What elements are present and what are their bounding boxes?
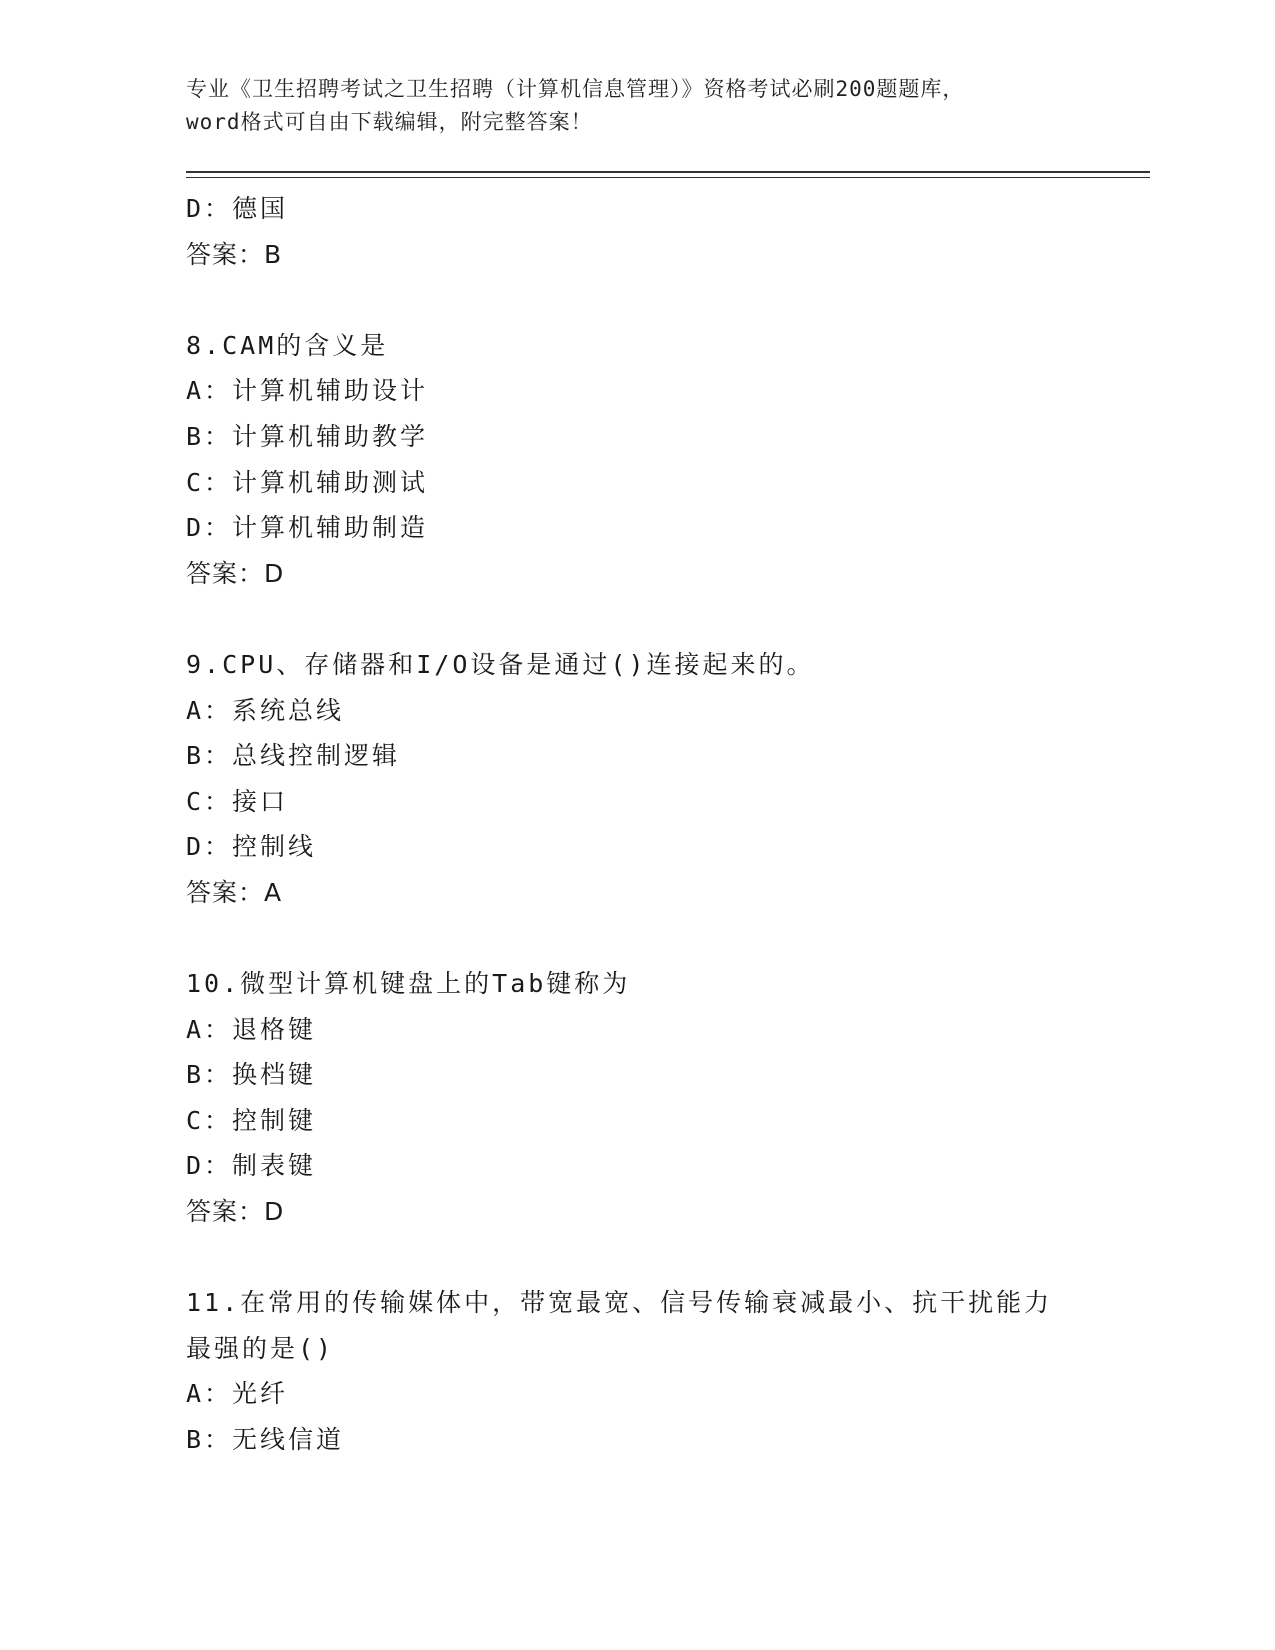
question-stem-line-1: 11.在常用的传输媒体中，带宽最宽、信号传输衰减最小、抗干扰能力	[186, 1288, 1053, 1318]
option-c: C：接口	[186, 786, 289, 816]
option-a: A：退格键	[186, 1014, 317, 1044]
header-divider-top	[186, 171, 1150, 173]
question-stem: 9.CPU、存储器和I/O设备是通过()连接起来的。	[186, 649, 815, 679]
answer-line: 答案：B	[186, 239, 283, 269]
header-divider-bottom	[186, 177, 1150, 178]
option-b: B：换档键	[186, 1060, 317, 1090]
answer-line: 答案：A	[186, 877, 283, 907]
question-list	[186, 186, 1086, 1463]
header-title-line-2: word格式可自由下载编辑，附完整答案！	[186, 110, 593, 134]
question-stem: 10.微型计算机键盘上的Tab键称为	[186, 969, 631, 999]
option-d: D：控制线	[186, 832, 317, 862]
option-d: D：计算机辅助制造	[186, 513, 429, 543]
option-b: B：总线控制逻辑	[186, 741, 401, 771]
question-stem-line-2: 最强的是()	[186, 1333, 335, 1363]
answer-line: 答案：D	[186, 558, 285, 588]
answer-line: 答案：D	[186, 1197, 285, 1227]
option-c: C：计算机辅助测试	[186, 467, 429, 497]
option-d: D：德国	[186, 194, 289, 223]
option-d: D：制表键	[186, 1151, 317, 1181]
option-a: A：计算机辅助设计	[186, 376, 429, 406]
option-b: B：无线信道	[186, 1425, 345, 1455]
question-9	[186, 642, 1086, 916]
option-a: A：系统总线	[186, 695, 345, 725]
previous-question-tail	[186, 186, 1086, 277]
question-8	[186, 323, 1086, 597]
option-a: A：光纤	[186, 1379, 289, 1409]
header-title-line-1: 专业《卫生招聘考试之卫生招聘（计算机信息管理）》资格考试必刷200题题库，	[186, 77, 965, 101]
question-11	[186, 1280, 1086, 1462]
document-header	[186, 73, 1086, 139]
option-b: B：计算机辅助教学	[186, 421, 429, 451]
question-10	[186, 961, 1086, 1235]
option-c: C：控制键	[186, 1105, 317, 1135]
question-stem: 8.CAM的含义是	[186, 330, 389, 360]
